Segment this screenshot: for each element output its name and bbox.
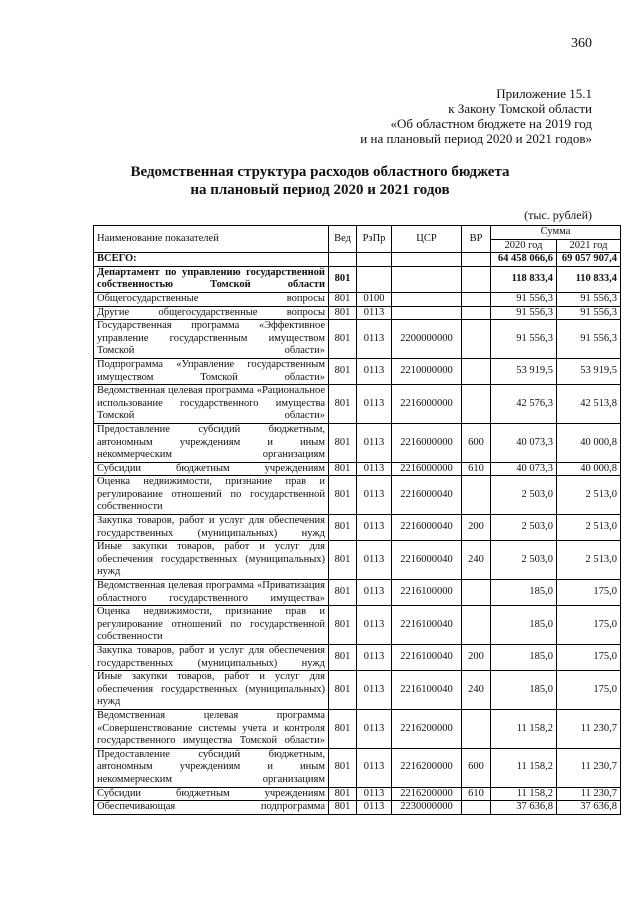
row-sum-2021: 110 833,4 <box>557 266 621 292</box>
row-sum-2020: 2 503,0 <box>491 541 557 580</box>
row-rzpr <box>357 253 392 267</box>
row-name: Государственная программа «Эффективное управление государственным имуществом Томской области» <box>94 320 329 359</box>
row-sum-2020: 185,0 <box>491 671 557 710</box>
row-sum-2021: 2 513,0 <box>557 541 621 580</box>
row-sum-2021: 53 919,5 <box>557 358 621 384</box>
row-sum-2021: 11 230,7 <box>557 787 621 801</box>
row-ved: 801 <box>329 462 357 476</box>
row-csr: 2216000000 <box>392 462 462 476</box>
row-rzpr: 0113 <box>357 306 392 320</box>
table-row <box>94 671 621 710</box>
header-2020: 2020 год <box>491 239 557 253</box>
row-sum-2021: 175,0 <box>557 645 621 671</box>
row-csr: 2216000040 <box>392 515 462 541</box>
row-sum-2020: 40 073,3 <box>491 462 557 476</box>
table-row <box>94 320 621 359</box>
row-ved: 801 <box>329 358 357 384</box>
row-sum-2020: 11 158,2 <box>491 787 557 801</box>
row-sum-2020: 2 503,0 <box>491 476 557 515</box>
row-sum-2021: 11 230,7 <box>557 709 621 748</box>
row-rzpr: 0113 <box>357 709 392 748</box>
row-vr <box>462 292 491 306</box>
row-sum-2021: 2 513,0 <box>557 515 621 541</box>
row-sum-2021: 175,0 <box>557 671 621 710</box>
row-csr: 2216000040 <box>392 541 462 580</box>
row-rzpr: 0113 <box>357 358 392 384</box>
budget-table <box>93 225 621 815</box>
header-sum: Сумма <box>491 226 621 240</box>
table-row <box>94 606 621 645</box>
row-name: Ведомственная целевая программа «Совершенствование системы учета и контроля государственного имущества Томской области» <box>94 709 329 748</box>
appendix-line: Приложение 15.1 <box>496 86 592 101</box>
row-sum-2020: 11 158,2 <box>491 748 557 787</box>
row-name: Другие общегосударственные вопросы <box>94 306 329 320</box>
table-row <box>94 645 621 671</box>
row-csr: 2210000000 <box>392 358 462 384</box>
row-vr: 200 <box>462 645 491 671</box>
row-name: Иные закупки товаров, работ и услуг для обеспечения государственных (муниципальных) нужд <box>94 541 329 580</box>
row-ved: 801 <box>329 748 357 787</box>
row-vr: 610 <box>462 787 491 801</box>
table-row <box>94 306 621 320</box>
row-csr: 2216100040 <box>392 645 462 671</box>
row-sum-2021: 40 000,8 <box>557 423 621 462</box>
title-line: на плановый период 2020 и 2021 годов <box>190 182 450 198</box>
row-ved: 801 <box>329 423 357 462</box>
row-vr <box>462 801 491 815</box>
row-vr: 600 <box>462 748 491 787</box>
header-csr: ЦСР <box>392 226 462 253</box>
row-ved: 801 <box>329 476 357 515</box>
table-row <box>94 787 621 801</box>
appendix-caption <box>360 86 592 146</box>
table-row <box>94 385 621 424</box>
row-sum-2020: 2 503,0 <box>491 515 557 541</box>
row-sum-2020: 91 556,3 <box>491 292 557 306</box>
row-sum-2020: 91 556,3 <box>491 320 557 359</box>
row-name: Департамент по управлению государственной собственностью Томской области <box>94 266 329 292</box>
row-sum-2020: 11 158,2 <box>491 709 557 748</box>
table-row <box>94 515 621 541</box>
table-row <box>94 476 621 515</box>
row-rzpr: 0113 <box>357 787 392 801</box>
header-ved: Вед <box>329 226 357 253</box>
row-rzpr: 0113 <box>357 748 392 787</box>
row-sum-2021: 91 556,3 <box>557 320 621 359</box>
row-vr: 240 <box>462 671 491 710</box>
row-name: Иные закупки товаров, работ и услуг для обеспечения государственных (муниципальных) нужд <box>94 671 329 710</box>
row-sum-2021: 91 556,3 <box>557 292 621 306</box>
header-row <box>94 226 621 240</box>
row-vr <box>462 320 491 359</box>
row-name: Обеспечивающая подпрограмма <box>94 801 329 815</box>
header-rzpr: РзПр <box>357 226 392 253</box>
row-csr: 2216000000 <box>392 423 462 462</box>
row-rzpr: 0113 <box>357 423 392 462</box>
row-name: Оценка недвижимости, признание прав и регулирование отношений по государственной собственности <box>94 476 329 515</box>
table-row <box>94 541 621 580</box>
row-ved: 801 <box>329 671 357 710</box>
row-rzpr: 0113 <box>357 476 392 515</box>
row-rzpr: 0113 <box>357 385 392 424</box>
table-row <box>94 801 621 815</box>
table-row <box>94 423 621 462</box>
row-vr: 610 <box>462 462 491 476</box>
row-sum-2021: 175,0 <box>557 580 621 606</box>
row-name: Ведомственная целевая программа «Приватизация областного государственного имущества» <box>94 580 329 606</box>
row-csr: 2200000000 <box>392 320 462 359</box>
table-row <box>94 748 621 787</box>
row-ved: 801 <box>329 541 357 580</box>
row-name: Оценка недвижимости, признание прав и регулирование отношений по государственной собственности <box>94 606 329 645</box>
row-vr <box>462 709 491 748</box>
row-rzpr: 0113 <box>357 541 392 580</box>
header-2021: 2021 год <box>557 239 621 253</box>
row-ved: 801 <box>329 606 357 645</box>
row-csr: 2216000000 <box>392 385 462 424</box>
row-sum-2020: 185,0 <box>491 606 557 645</box>
row-vr: 600 <box>462 423 491 462</box>
row-rzpr: 0100 <box>357 292 392 306</box>
row-name: Закупка товаров, работ и услуг для обеспечения государственных (муниципальных) нужд <box>94 515 329 541</box>
table-row <box>94 358 621 384</box>
row-rzpr: 0113 <box>357 671 392 710</box>
row-name: Предоставление субсидий бюджетным, автономным учреждениям и иным некоммерческим организациям <box>94 748 329 787</box>
row-ved: 801 <box>329 709 357 748</box>
table-row <box>94 580 621 606</box>
row-csr <box>392 292 462 306</box>
row-csr: 2216200000 <box>392 787 462 801</box>
row-sum-2020: 64 458 066,6 <box>491 253 557 267</box>
row-ved: 801 <box>329 385 357 424</box>
appendix-line: и на плановый период 2020 и 2021 годов» <box>360 131 592 146</box>
row-csr: 2230000000 <box>392 801 462 815</box>
row-ved: 801 <box>329 787 357 801</box>
row-ved: 801 <box>329 266 357 292</box>
row-sum-2020: 185,0 <box>491 580 557 606</box>
row-sum-2021: 91 556,3 <box>557 306 621 320</box>
row-ved: 801 <box>329 580 357 606</box>
row-ved: 801 <box>329 801 357 815</box>
row-sum-2020: 37 636,8 <box>491 801 557 815</box>
row-ved: 801 <box>329 515 357 541</box>
row-vr <box>462 606 491 645</box>
row-sum-2020: 185,0 <box>491 645 557 671</box>
appendix-line: «Об областном бюджете на 2019 год <box>390 116 592 131</box>
row-name: Предоставление субсидий бюджетным, автономным учреждениям и иным некоммерческим организациям <box>94 423 329 462</box>
row-name: Закупка товаров, работ и услуг для обеспечения государственных (муниципальных) нужд <box>94 645 329 671</box>
row-csr <box>392 306 462 320</box>
row-vr <box>462 266 491 292</box>
row-rzpr: 0113 <box>357 645 392 671</box>
row-sum-2020: 118 833,4 <box>491 266 557 292</box>
row-vr: 240 <box>462 541 491 580</box>
row-sum-2021: 69 057 907,4 <box>557 253 621 267</box>
row-ved: 801 <box>329 645 357 671</box>
row-sum-2021: 42 513,8 <box>557 385 621 424</box>
row-vr <box>462 253 491 267</box>
row-csr <box>392 266 462 292</box>
row-name: ВСЕГО: <box>94 253 329 267</box>
row-sum-2021: 40 000,8 <box>557 462 621 476</box>
table-row <box>94 462 621 476</box>
row-rzpr: 0113 <box>357 515 392 541</box>
row-sum-2021: 37 636,8 <box>557 801 621 815</box>
row-vr <box>462 358 491 384</box>
appendix-line: к Закону Томской области <box>448 101 592 116</box>
units-label: (тыс. рублей) <box>524 208 592 222</box>
row-vr <box>462 580 491 606</box>
row-sum-2020: 53 919,5 <box>491 358 557 384</box>
table-row <box>94 292 621 306</box>
document-title <box>0 163 640 199</box>
row-sum-2021: 175,0 <box>557 606 621 645</box>
row-csr <box>392 253 462 267</box>
table-row <box>94 709 621 748</box>
table-row <box>94 266 621 292</box>
row-vr <box>462 385 491 424</box>
row-rzpr: 0113 <box>357 320 392 359</box>
row-vr <box>462 476 491 515</box>
table-body <box>94 253 621 815</box>
row-ved <box>329 253 357 267</box>
row-csr: 2216000040 <box>392 476 462 515</box>
row-name: Субсидии бюджетным учреждениям <box>94 787 329 801</box>
row-rzpr: 0113 <box>357 462 392 476</box>
row-csr: 2216100040 <box>392 671 462 710</box>
row-vr: 200 <box>462 515 491 541</box>
row-name: Субсидии бюджетным учреждениям <box>94 462 329 476</box>
row-sum-2021: 11 230,7 <box>557 748 621 787</box>
row-csr: 2216100040 <box>392 606 462 645</box>
row-name: Ведомственная целевая программа «Рациональное использование государственного имущества Томской области» <box>94 385 329 424</box>
row-rzpr: 0113 <box>357 801 392 815</box>
row-csr: 2216200000 <box>392 709 462 748</box>
row-sum-2020: 40 073,3 <box>491 423 557 462</box>
row-vr <box>462 306 491 320</box>
row-ved: 801 <box>329 292 357 306</box>
row-rzpr: 0113 <box>357 580 392 606</box>
row-sum-2020: 42 576,3 <box>491 385 557 424</box>
header-name: Наименование показателей <box>94 226 329 253</box>
title-line: Ведомственная структура расходов областного бюджета <box>130 164 510 180</box>
row-sum-2020: 91 556,3 <box>491 306 557 320</box>
header-vr: ВР <box>462 226 491 253</box>
row-csr: 2216100000 <box>392 580 462 606</box>
row-ved: 801 <box>329 320 357 359</box>
row-sum-2021: 2 513,0 <box>557 476 621 515</box>
row-rzpr: 0113 <box>357 606 392 645</box>
row-name: Общегосударственные вопросы <box>94 292 329 306</box>
row-name: Подпрограмма «Управление государственным имуществом Томской области» <box>94 358 329 384</box>
table-row <box>94 253 621 267</box>
row-csr: 2216200000 <box>392 748 462 787</box>
row-rzpr <box>357 266 392 292</box>
row-ved: 801 <box>329 306 357 320</box>
page-number: 360 <box>571 36 592 51</box>
